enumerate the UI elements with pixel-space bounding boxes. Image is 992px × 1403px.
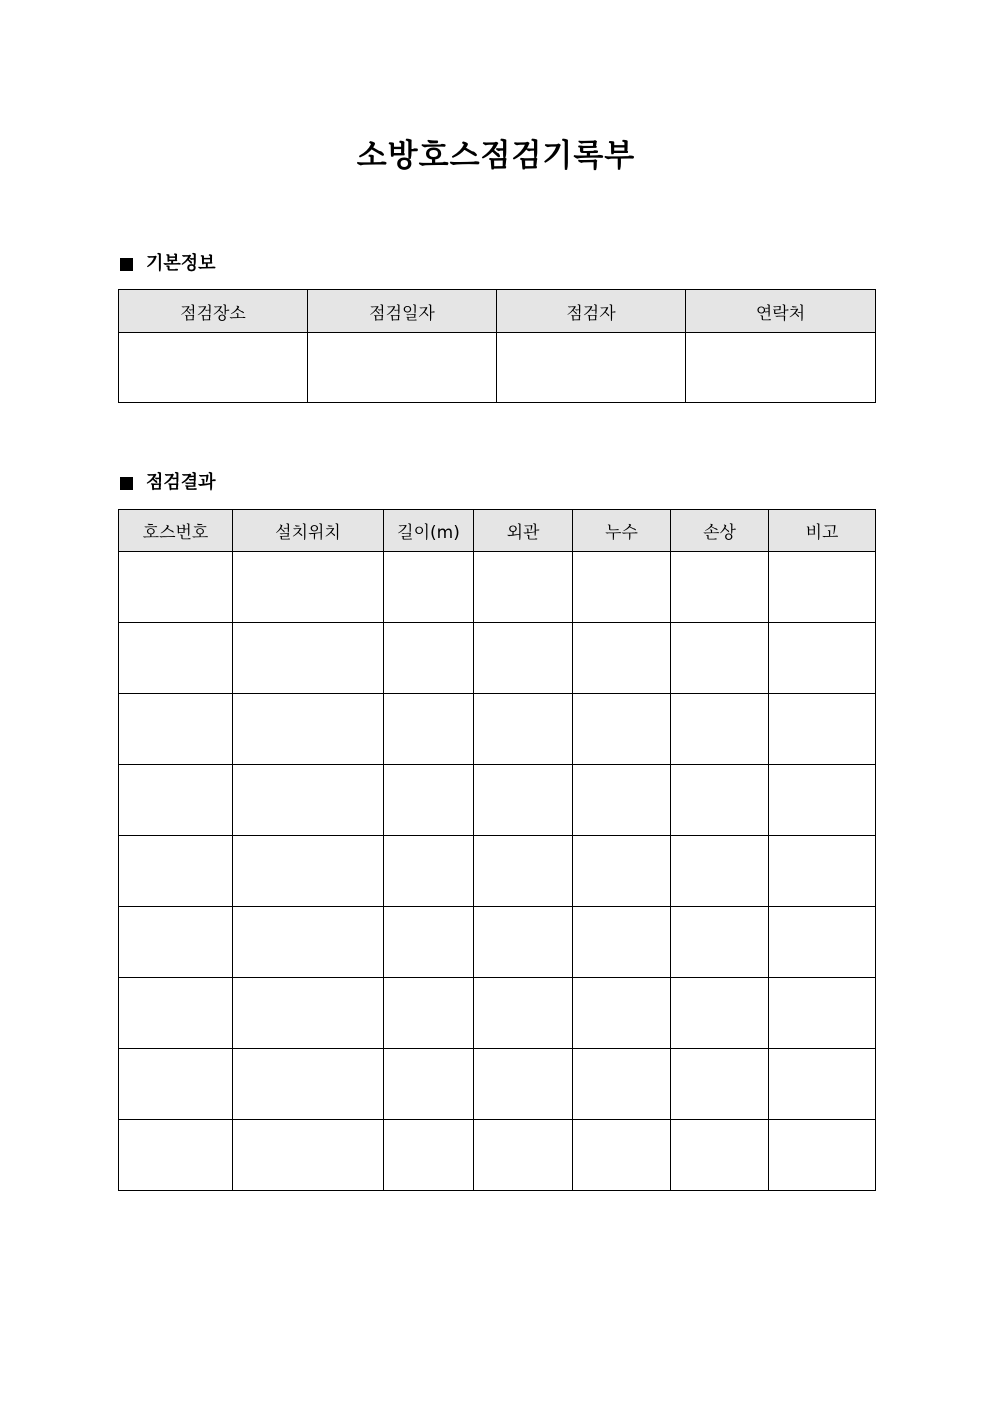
table-row — [119, 836, 876, 907]
length-cell[interactable] — [384, 978, 474, 1049]
damage-cell[interactable] — [671, 1120, 769, 1191]
column-header-inspection-date: 점검일자 — [308, 290, 497, 333]
leak-cell[interactable] — [573, 694, 671, 765]
hose-number-cell[interactable] — [119, 836, 233, 907]
table-row — [119, 623, 876, 694]
leak-cell[interactable] — [573, 907, 671, 978]
appearance-cell[interactable] — [474, 623, 573, 694]
install-location-cell[interactable] — [233, 765, 384, 836]
appearance-cell[interactable] — [474, 978, 573, 1049]
table-row — [119, 978, 876, 1049]
appearance-cell[interactable] — [474, 907, 573, 978]
remarks-cell[interactable] — [769, 1049, 876, 1120]
hose-number-cell[interactable] — [119, 765, 233, 836]
length-cell[interactable] — [384, 694, 474, 765]
damage-cell[interactable] — [671, 836, 769, 907]
length-cell[interactable] — [384, 1049, 474, 1120]
leak-cell[interactable] — [573, 1049, 671, 1120]
length-cell[interactable] — [384, 836, 474, 907]
table-row — [119, 552, 876, 623]
inspection-location-cell[interactable] — [119, 333, 308, 403]
column-header-damage: 손상 — [671, 510, 769, 552]
column-header-hose-number: 호스번호 — [119, 510, 233, 552]
install-location-cell[interactable] — [233, 907, 384, 978]
install-location-cell[interactable] — [233, 623, 384, 694]
column-header-appearance: 외관 — [474, 510, 573, 552]
install-location-cell[interactable] — [233, 1049, 384, 1120]
contact-cell[interactable] — [686, 333, 876, 403]
table-row — [119, 694, 876, 765]
inspection-results-table — [118, 509, 876, 1191]
remarks-cell[interactable] — [769, 1120, 876, 1191]
table-row — [119, 765, 876, 836]
section-heading-label: 기본정보 — [146, 253, 216, 274]
leak-cell[interactable] — [573, 1120, 671, 1191]
damage-cell[interactable] — [671, 623, 769, 694]
table-row — [119, 333, 876, 403]
leak-cell[interactable] — [573, 552, 671, 623]
remarks-cell[interactable] — [769, 907, 876, 978]
length-cell[interactable] — [384, 907, 474, 978]
install-location-cell[interactable] — [233, 978, 384, 1049]
leak-cell[interactable] — [573, 978, 671, 1049]
hose-number-cell[interactable] — [119, 552, 233, 623]
damage-cell[interactable] — [671, 978, 769, 1049]
column-header-length: 길이(m) — [384, 510, 474, 552]
hose-number-cell[interactable] — [119, 907, 233, 978]
section-heading-label: 점검결과 — [146, 472, 216, 493]
column-header-inspector: 점검자 — [497, 290, 686, 333]
leak-cell[interactable] — [573, 836, 671, 907]
remarks-cell[interactable] — [769, 765, 876, 836]
install-location-cell[interactable] — [233, 1120, 384, 1191]
length-cell[interactable] — [384, 765, 474, 836]
damage-cell[interactable] — [671, 907, 769, 978]
appearance-cell[interactable] — [474, 836, 573, 907]
inspection-date-cell[interactable] — [308, 333, 497, 403]
section-heading-basic-info — [119, 251, 216, 277]
square-bullet-icon — [120, 477, 133, 490]
appearance-cell[interactable] — [474, 765, 573, 836]
column-header-install-location: 설치위치 — [233, 510, 384, 552]
remarks-cell[interactable] — [769, 552, 876, 623]
remarks-cell[interactable] — [769, 978, 876, 1049]
damage-cell[interactable] — [671, 694, 769, 765]
column-header-leak: 누수 — [573, 510, 671, 552]
table-header-row — [119, 510, 876, 552]
column-header-remarks: 비고 — [769, 510, 876, 552]
install-location-cell[interactable] — [233, 694, 384, 765]
appearance-cell[interactable] — [474, 552, 573, 623]
table-row — [119, 1049, 876, 1120]
appearance-cell[interactable] — [474, 1049, 573, 1120]
damage-cell[interactable] — [671, 765, 769, 836]
length-cell[interactable] — [384, 623, 474, 694]
table-header-row — [119, 290, 876, 333]
remarks-cell[interactable] — [769, 836, 876, 907]
hose-number-cell[interactable] — [119, 623, 233, 694]
damage-cell[interactable] — [671, 552, 769, 623]
leak-cell[interactable] — [573, 623, 671, 694]
inspector-cell[interactable] — [497, 333, 686, 403]
column-header-inspection-location: 점검장소 — [119, 290, 308, 333]
column-header-contact: 연락처 — [686, 290, 876, 333]
remarks-cell[interactable] — [769, 623, 876, 694]
table-row — [119, 1120, 876, 1191]
hose-number-cell[interactable] — [119, 694, 233, 765]
appearance-cell[interactable] — [474, 694, 573, 765]
install-location-cell[interactable] — [233, 552, 384, 623]
document-title: 소방호스점검기록부 — [356, 138, 636, 174]
length-cell[interactable] — [384, 1120, 474, 1191]
hose-number-cell[interactable] — [119, 1120, 233, 1191]
hose-number-cell[interactable] — [119, 978, 233, 1049]
leak-cell[interactable] — [573, 765, 671, 836]
remarks-cell[interactable] — [769, 694, 876, 765]
damage-cell[interactable] — [671, 1049, 769, 1120]
length-cell[interactable] — [384, 552, 474, 623]
appearance-cell[interactable] — [474, 1120, 573, 1191]
section-heading-inspection-results — [119, 470, 216, 496]
hose-number-cell[interactable] — [119, 1049, 233, 1120]
basic-info-table — [118, 289, 876, 403]
install-location-cell[interactable] — [233, 836, 384, 907]
table-row — [119, 907, 876, 978]
square-bullet-icon — [120, 258, 133, 271]
